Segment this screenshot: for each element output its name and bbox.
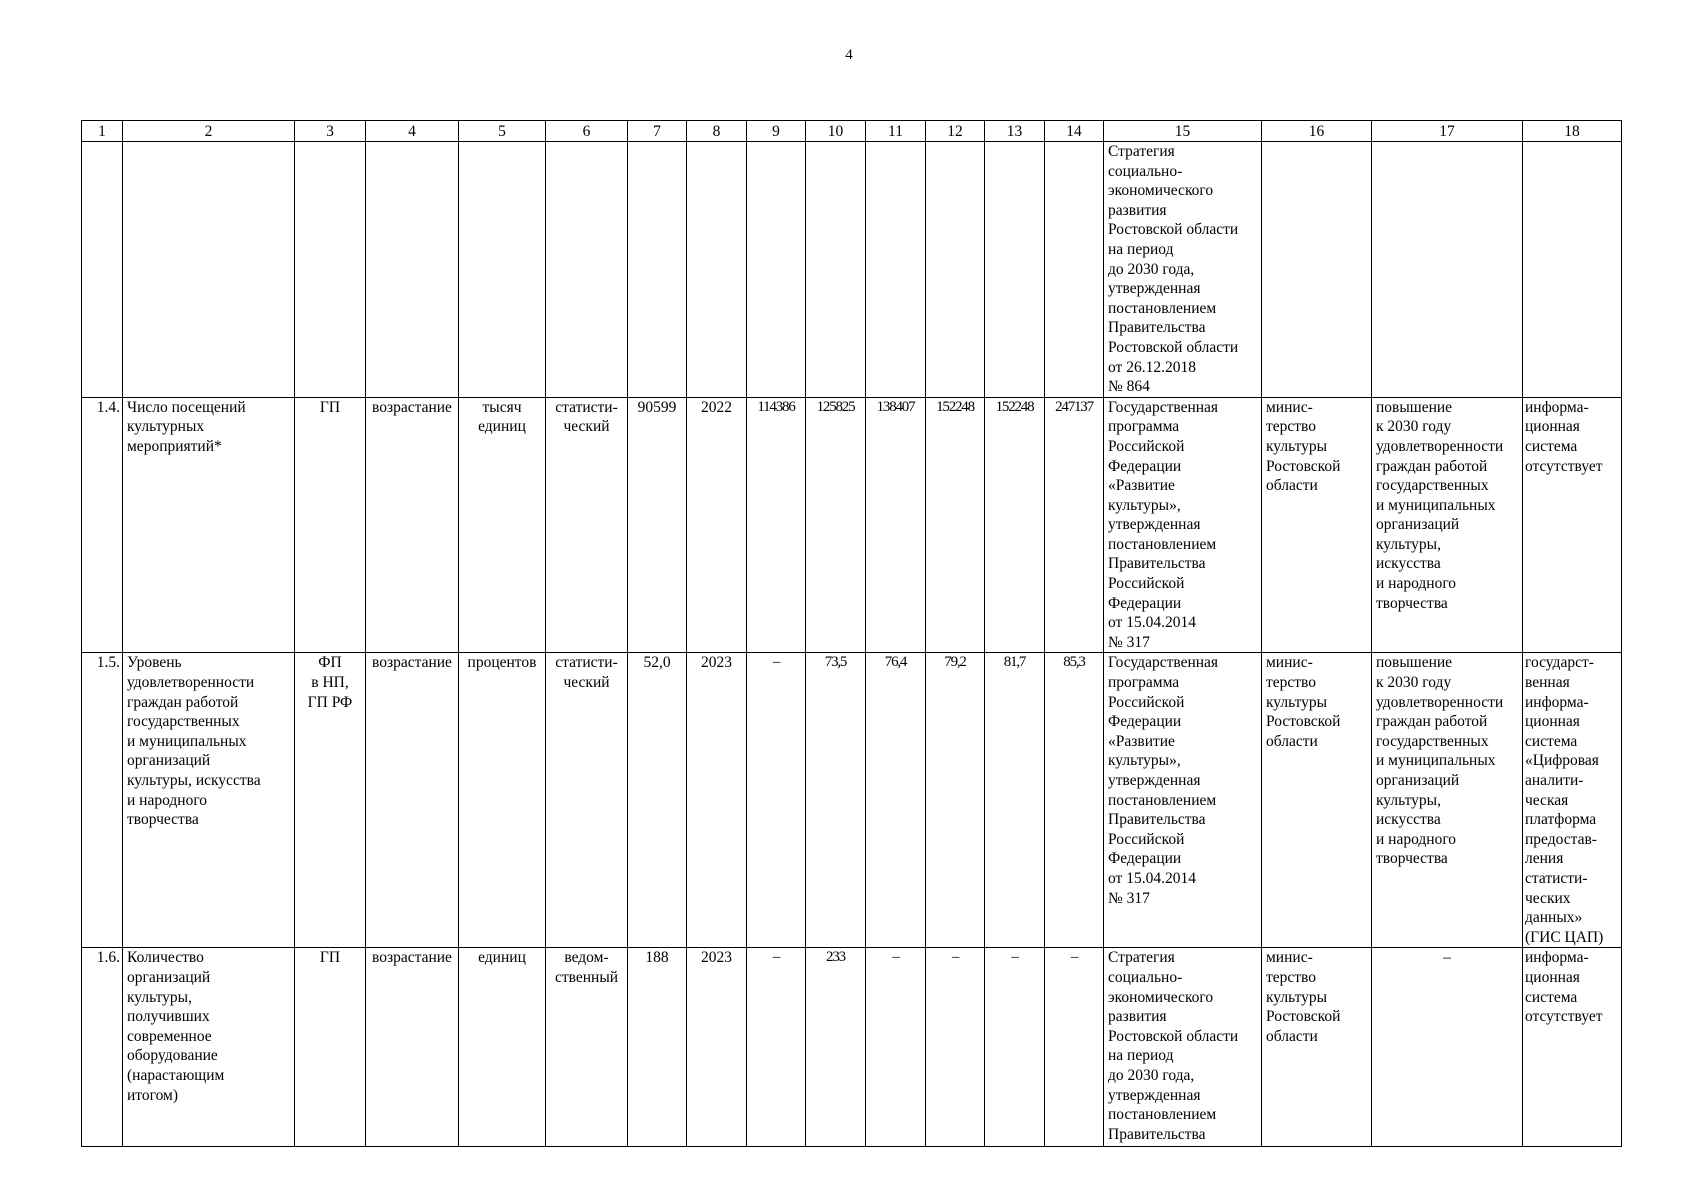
value-cell: – [747, 948, 806, 1147]
value-cell: 76,4 [866, 653, 926, 948]
unit-cell [459, 142, 546, 398]
value-cell [806, 142, 866, 398]
indicator-name-cell: Количество организаций культуры, получивших современное оборудование (нарастающим итогом) [123, 948, 295, 1147]
column-number-row [82, 121, 1622, 142]
indicator-level-cell: ФП в НП, ГП РФ [295, 653, 366, 948]
column-number: 9 [747, 121, 806, 142]
base-value-cell [628, 142, 687, 398]
indicator-level-cell: ГП [295, 948, 366, 1147]
value-cell: – [985, 948, 1045, 1147]
value-cell: 138407 [866, 397, 926, 653]
value-cell [985, 142, 1045, 398]
goal-link-cell: повышение к 2030 году удовлетворенности граждан работой государственных и муниципальных организаций культуры, искусства и народного творчества [1372, 397, 1523, 653]
goal-link-cell: повышение к 2030 году удовлетворенности граждан работой государственных и муниципальных организаций культуры, искусства и народного творчества [1372, 653, 1523, 948]
base-year-cell: 2023 [687, 653, 747, 948]
information-system-cell [1523, 142, 1622, 398]
unit-cell: процентов [459, 653, 546, 948]
responsible-cell: минис- терство культуры Ростовской области [1262, 397, 1372, 653]
document-basis-cell: Стратегия социально- экономического развития Ростовской области на период до 2030 года, утвержденная постановлением Правительства Ростовской области от 26.12.2018 № 864 [1104, 142, 1262, 398]
column-number: 17 [1372, 121, 1523, 142]
goal-link-cell [1372, 142, 1523, 398]
value-cell: – [1045, 948, 1104, 1147]
indicator-name-cell [123, 142, 295, 398]
column-number: 12 [926, 121, 985, 142]
table-row [82, 142, 1622, 398]
column-number: 1 [82, 121, 123, 142]
value-cell: – [866, 948, 926, 1147]
value-cell: 81,7 [985, 653, 1045, 948]
trend-cell: возрастание [366, 397, 459, 653]
indicator-name-cell: Уровень удовлетворенности граждан работой государственных и муниципальных организаций культуры, искусства и народного творчества [123, 653, 295, 948]
base-year-cell: 2022 [687, 397, 747, 653]
indicator-name-cell: Число посещений культурных мероприятий* [123, 397, 295, 653]
responsible-cell: минис- терство культуры Ростовской области [1262, 948, 1372, 1147]
base-value-cell: 52,0 [628, 653, 687, 948]
column-number: 3 [295, 121, 366, 142]
row-number-cell [82, 142, 123, 398]
column-number: 16 [1262, 121, 1372, 142]
value-cell [866, 142, 926, 398]
base-year-cell [687, 142, 747, 398]
value-cell: 73,5 [806, 653, 866, 948]
trend-cell: возрастание [366, 653, 459, 948]
column-number: 13 [985, 121, 1045, 142]
base-year-cell: 2023 [687, 948, 747, 1147]
value-cell: 247137 [1045, 397, 1104, 653]
value-cell: 125825 [806, 397, 866, 653]
column-number: 6 [546, 121, 628, 142]
value-cell: – [747, 653, 806, 948]
value-cell: 152248 [926, 397, 985, 653]
information-system-cell: государст- венная информа- ционная система «Цифровая аналити- ческая платформа предостав- ления статисти- ческих данных» (ГИС ЦАП) [1523, 653, 1622, 948]
base-value-cell: 188 [628, 948, 687, 1147]
goal-link-cell: – [1372, 948, 1523, 1147]
column-number: 14 [1045, 121, 1104, 142]
value-cell: 85,3 [1045, 653, 1104, 948]
column-number: 10 [806, 121, 866, 142]
information-system-cell: информа- ционная система отсутствует [1523, 948, 1622, 1147]
row-number-cell: 1.4. [82, 397, 123, 653]
value-cell: 114386 [747, 397, 806, 653]
column-number: 15 [1104, 121, 1262, 142]
value-cell [747, 142, 806, 398]
column-number: 4 [366, 121, 459, 142]
indicator-type-cell: ведом- ственный [546, 948, 628, 1147]
indicator-level-cell [295, 142, 366, 398]
responsible-cell: минис- терство культуры Ростовской области [1262, 653, 1372, 948]
table-row [82, 653, 1622, 948]
column-number: 18 [1523, 121, 1622, 142]
value-cell [926, 142, 985, 398]
indicator-type-cell: статисти- ческий [546, 397, 628, 653]
document-basis-cell: Стратегия социально- экономического развития Ростовской области на период до 2030 года, утвержденная постановлением Правительства [1104, 948, 1262, 1147]
indicator-type-cell: статисти- ческий [546, 653, 628, 948]
row-number-cell: 1.5. [82, 653, 123, 948]
value-cell: 233 [806, 948, 866, 1147]
page-number: 4 [845, 47, 853, 63]
trend-cell [366, 142, 459, 398]
column-number: 8 [687, 121, 747, 142]
information-system-cell: информа- ционная система отсутствует [1523, 397, 1622, 653]
base-value-cell: 90599 [628, 397, 687, 653]
column-number: 2 [123, 121, 295, 142]
document-basis-cell: Государственная программа Российской Федерации «Развитие культуры», утвержденная постановлением Правительства Российской Федерации от 15.04.2014 № 317 [1104, 653, 1262, 948]
column-number: 5 [459, 121, 546, 142]
column-number: 7 [628, 121, 687, 142]
indicator-level-cell: ГП [295, 397, 366, 653]
value-cell [1045, 142, 1104, 398]
document-basis-cell: Государственная программа Российской Федерации «Развитие культуры», утвержденная постановлением Правительства Российской Федерации от 15.04.2014 № 317 [1104, 397, 1262, 653]
trend-cell: возрастание [366, 948, 459, 1147]
row-number-cell: 1.6. [82, 948, 123, 1147]
table-row [82, 397, 1622, 653]
responsible-cell [1262, 142, 1372, 398]
unit-cell: тысяч единиц [459, 397, 546, 653]
table-row [82, 948, 1622, 1147]
column-number: 11 [866, 121, 926, 142]
indicators-table [81, 120, 1622, 1147]
value-cell: 152248 [985, 397, 1045, 653]
unit-cell: единиц [459, 948, 546, 1147]
indicator-type-cell [546, 142, 628, 398]
value-cell: 79,2 [926, 653, 985, 948]
value-cell: – [926, 948, 985, 1147]
